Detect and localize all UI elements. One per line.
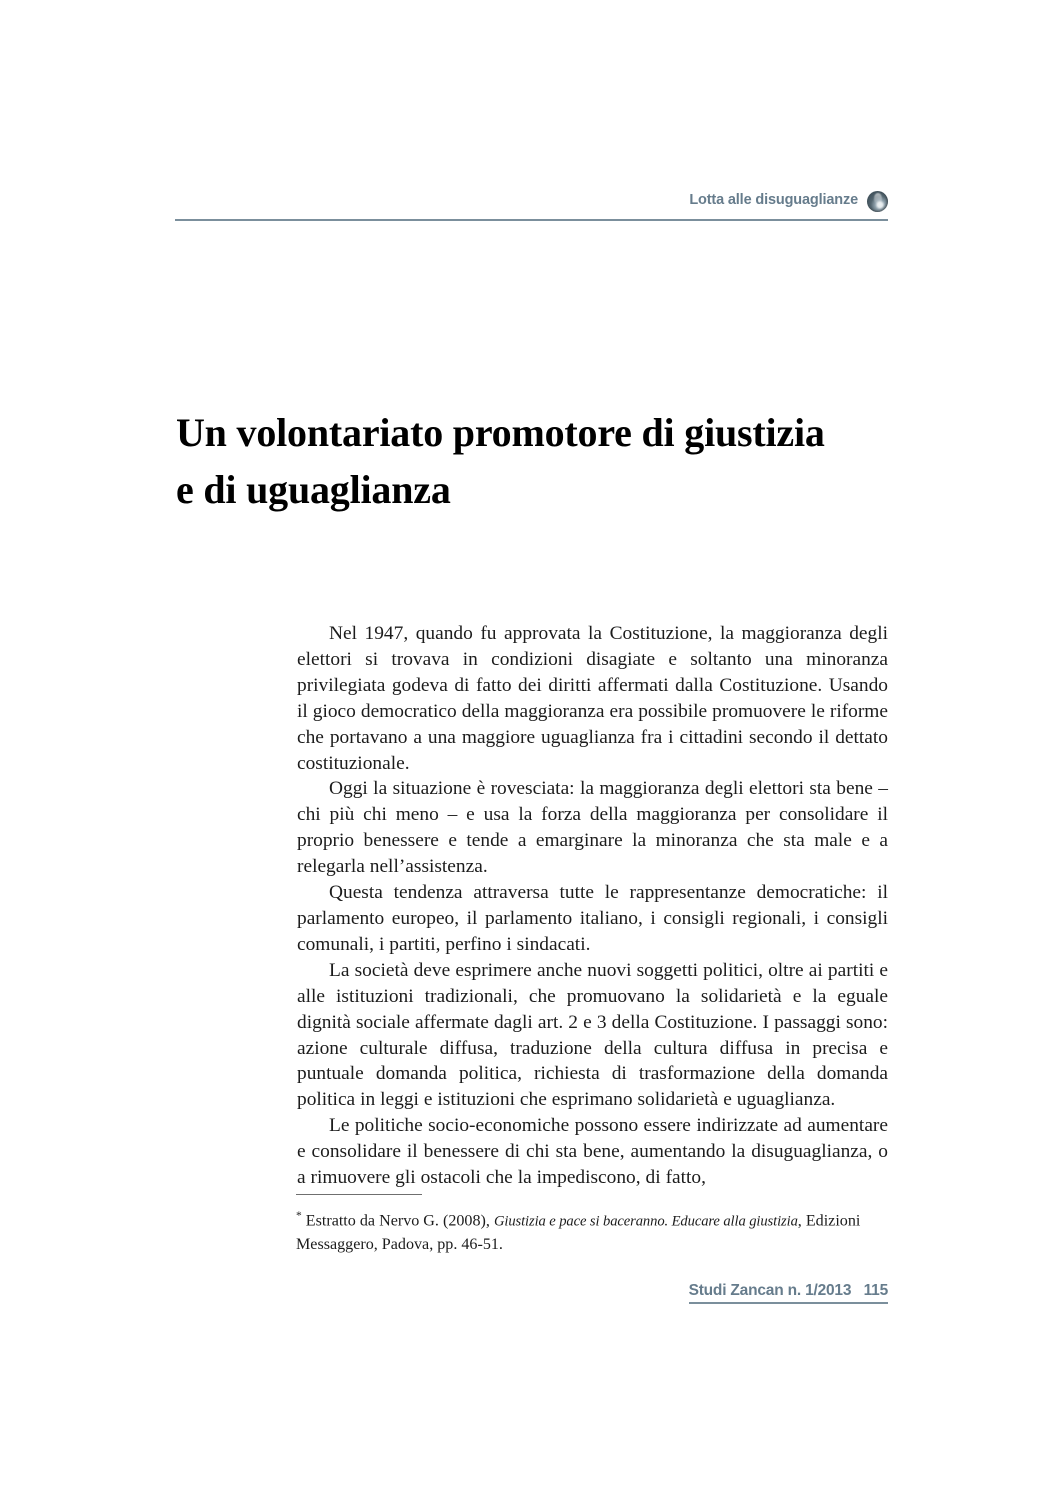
body-paragraph: La società deve esprimere anche nuovi soggetti politici, oltre ai partiti e alle istituzioni tradizionali, che promuovano la solidarietà e la eguale dignità sociale affermate dagli art. 2 e 3 della Costituzione. I passaggi sono: azione culturale diffusa, traduzione della cultura diffusa in precisa e puntuale domanda politica, richiesta di trasformazione della domanda politica in leggi e istituzioni che esprimano solidarietà e uguaglianza. <box>297 959 888 1111</box>
footnote-text <box>296 1204 888 1257</box>
body-text-column <box>297 621 888 1191</box>
page-footer-citation: Studi Zancan n. 1/2013 115 <box>689 1282 888 1304</box>
footnote-text-before: Estratto da Nervo G. (2008), <box>301 1212 494 1230</box>
sphere-icon <box>867 191 888 212</box>
footnote-block <box>296 1194 888 1257</box>
body-paragraph: Le politiche socio-economiche possono essere indirizzate ad aumentare e consolidare il benessere di chi sta bene, aumentando la disuguaglianza, o a rimuovere gli ostacoli che la impediscono, di fatto, <box>297 1115 888 1189</box>
body-paragraph: Oggi la situazione è rovesciata: la maggioranza degli elettori sta bene – chi più chi meno – e usa la forza della maggioranza per consolidare il proprio benessere e tende a emarginare la minoranza che sta male e a relegarla nell’assistenza. <box>297 778 888 878</box>
running-head-title: Lotta alle disuguaglianze <box>689 191 858 208</box>
article-title-line-2: e di uguaglianza <box>176 466 451 512</box>
body-paragraph: Questa tendenza attraversa tutte le rappresentanze democratiche: il parlamento europeo, il parlamento italiano, i consigli regionali, i consigli comunali, i partiti, perfino i sindacati. <box>297 882 888 955</box>
footnote-cited-title: Giustizia e pace si baceranno. Educare alla giustizia <box>493 1213 798 1230</box>
footnote-separator-rule <box>296 1194 422 1195</box>
page-footer <box>296 1282 888 1304</box>
running-head-content <box>175 186 888 216</box>
article-title-line-1: Un volontariato promotore di giustizia <box>176 409 825 455</box>
running-head <box>175 186 888 228</box>
body-paragraph: Nel 1947, quando fu approvata la Costituzione, la maggioranza degli elettori si trovava in condizioni disagiate e soltanto una minoranza privilegiata godeva di fatto dei diritti affermati dalla Costituzione. Usando il gioco democratico della maggioranza era possibile promuovere le riforme che portavano a una maggiore uguaglianza fra i cittadini secondo il dettato costituzionale. <box>297 623 888 774</box>
page-title <box>176 405 936 519</box>
header-divider-rule <box>175 219 888 221</box>
footnote-marker: * <box>296 1210 302 1222</box>
footnote-text-after: , Edizioni Messaggero, Padova, pp. 46-51. <box>296 1212 861 1254</box>
